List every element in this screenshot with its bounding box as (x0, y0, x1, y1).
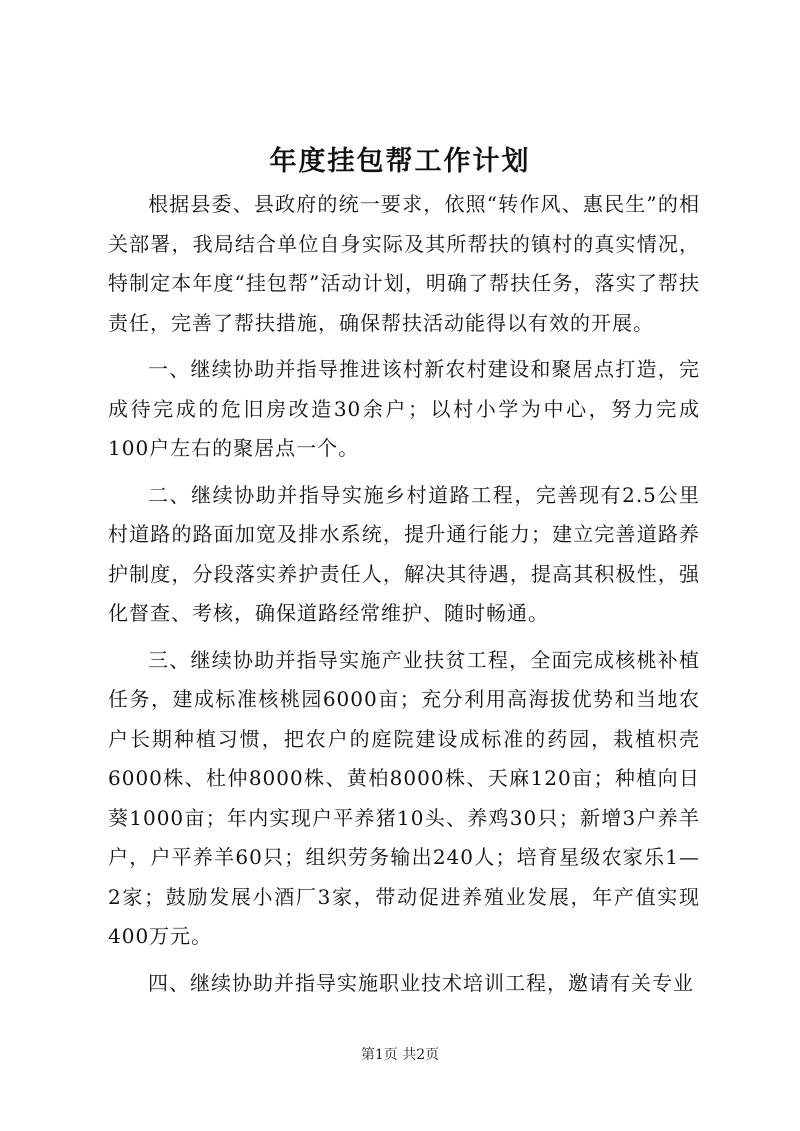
document-body (108, 185, 700, 1010)
paragraph-item-2: 二、继续协助并指导实施乡村道路工程，完善现有2.5公里村道路的路面加宽及排水系统，提升通行能力；建立完善道路养护制度，分段落实养护责任人，解决其待遇，提高其积极性，强化督查、考核，确保道路经常维护、随时畅通。 (108, 482, 700, 625)
document-title: 年度挂包帮工作计划 (269, 146, 531, 177)
paragraph-item-3: 三、继续协助并指导实施产业扶贫工程，全面完成核桃补植任务，建成标准核桃园6000亩；充分利用高海拔优势和当地农户长期种植习惯，把农户的庭院建设成标准的药园，栽植枳壳6000株、杜仲8000株、黄柏8000株、天麻120亩；种植向日葵1000亩；年内实现户平养猪10头、养鸡30只；新增3户养羊户，户平养羊60只；组织劳务输出240人；培育星级农家乐1—2家；鼓励发展小酒厂3家，带动促进养殖业发展，年产值实现400万元。 (108, 647, 700, 948)
paragraph-item-1: 一、继续协助并指导推进该村新农村建设和聚居点打造，完成待完成的危旧房改造30余户；以村小学为中心，努力完成100户左右的聚居点一个。 (108, 357, 700, 460)
paragraph-item-4: 四、继续协助并指导实施职业技术培训工程，邀请有关专业 (148, 970, 694, 995)
page-number-footer: 第1页 共2页 (360, 1047, 440, 1063)
paragraph-intro: 根据县委、县政府的统一要求，依照“转作风、惠民生”的相关部署，我局结合单位自身实际及其所帮扶的镇村的真实情况，特制定本年度“挂包帮”活动计划，明确了帮扶任务，落实了帮扶责任，完善了帮扶措施，确保帮扶活动能得以有效的开展。 (108, 192, 700, 335)
